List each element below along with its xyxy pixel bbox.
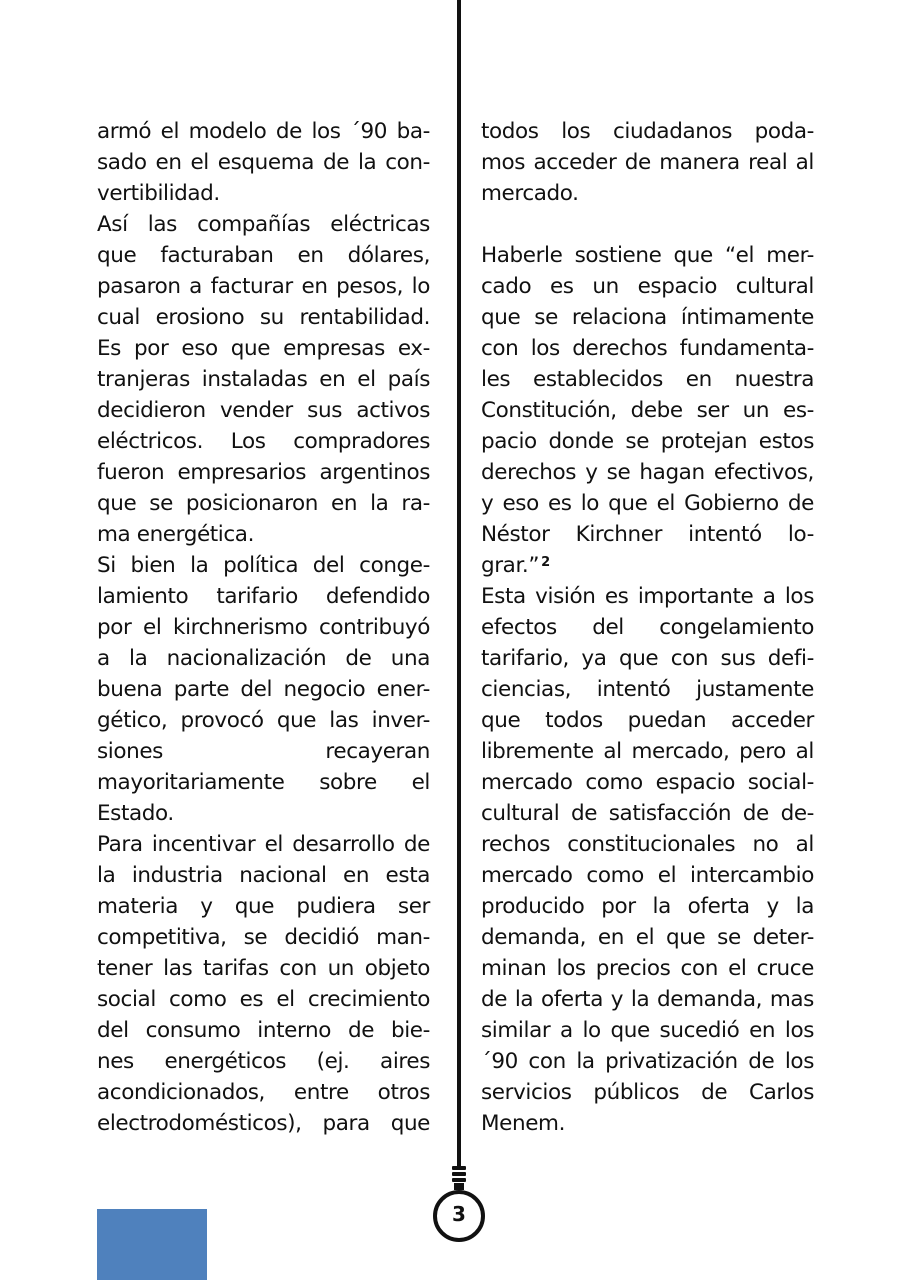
- text-line: [97, 736, 430, 767]
- text-line: [481, 767, 814, 798]
- text-line-content: Haberle sostiene que “el mer-: [481, 243, 814, 268]
- text-line-content: pasaron a facturar en pesos, lo: [97, 274, 430, 299]
- blank-line: [481, 209, 814, 240]
- text-line-content: competitiva, se decidió man-: [97, 925, 430, 950]
- text-line: [481, 364, 814, 395]
- text-line: [481, 860, 814, 891]
- text-line-content: a la nacionalización de una: [97, 646, 430, 671]
- text-line-content: Es por eso que empresas ex-: [97, 336, 430, 361]
- text-line: [97, 674, 430, 705]
- text-line: [481, 581, 814, 612]
- text-line: [97, 1015, 430, 1046]
- text-line-content: la industria nacional en esta: [97, 863, 430, 888]
- text-line: [97, 457, 430, 488]
- text-line-content: tranjeras instaladas en el país: [97, 367, 430, 392]
- text-line-content: mos acceder de manera real al: [481, 150, 814, 175]
- blue-accent-block: [97, 1209, 207, 1280]
- text-line: [97, 395, 430, 426]
- text-line-content: cultural de satisfacción de de-: [481, 801, 814, 826]
- footnote-marker: 2: [541, 555, 550, 570]
- text-line-content: Esta visión es importante a los: [481, 584, 814, 609]
- text-line: [481, 395, 814, 426]
- text-line: [481, 333, 814, 364]
- text-line: [481, 643, 814, 674]
- text-line-content: tarifario, ya que con sus defi-: [481, 646, 814, 671]
- text-line: [97, 147, 430, 178]
- text-line: [481, 116, 814, 147]
- text-line-content: mercado.: [481, 181, 579, 206]
- text-line-content: por el kirchnerismo contribuyó: [97, 615, 430, 640]
- text-line: [481, 519, 814, 550]
- text-line: [481, 1108, 814, 1139]
- text-line-content: todos los ciudadanos poda-: [481, 119, 814, 144]
- text-line-content: similar a lo que sucedió en los: [481, 1018, 814, 1043]
- text-line: [97, 891, 430, 922]
- text-line-content: tener las tarifas con un objeto: [97, 956, 430, 981]
- text-line: [481, 426, 814, 457]
- right-text-column: [481, 116, 814, 1139]
- text-line-content: lamiento tarifario defendido: [97, 584, 430, 609]
- text-line: [481, 271, 814, 302]
- text-line-content: rechos constitucionales no al: [481, 832, 814, 857]
- text-line-content: ´90 con la privatización de los: [481, 1049, 814, 1074]
- text-line: [97, 1077, 430, 1108]
- text-line: [97, 581, 430, 612]
- text-line-content: decidieron vender sus activos: [97, 398, 430, 423]
- text-line: [481, 1077, 814, 1108]
- text-line: [481, 178, 814, 209]
- text-line-content: cual erosiono su rentabilidad.: [97, 305, 430, 330]
- text-line-content: que todos puedan acceder: [481, 708, 814, 733]
- text-line-content: grar.”: [481, 553, 540, 578]
- text-line-content: siones recayeran: [97, 739, 430, 764]
- text-line-content: mercado como espacio social-: [481, 770, 814, 795]
- text-line-content: que facturaban en dólares,: [97, 243, 430, 268]
- text-line-content: Si bien la política del conge-: [97, 553, 430, 578]
- text-line: [481, 984, 814, 1015]
- text-line: [481, 612, 814, 643]
- text-line-content: acondicionados, entre otros: [97, 1080, 430, 1105]
- left-text-column: [97, 116, 430, 1139]
- text-line-content: sado en el esquema de la con-: [97, 150, 430, 175]
- text-line: [97, 829, 430, 860]
- text-line-content: nes energéticos (ej. aires: [97, 1049, 430, 1074]
- text-line-content: de la oferta y la demanda, mas: [481, 987, 814, 1012]
- text-line: [97, 1046, 430, 1077]
- text-line-content: producido por la oferta y la: [481, 894, 814, 919]
- text-line-content: vertibilidad.: [97, 181, 220, 206]
- text-line: [481, 922, 814, 953]
- text-line: [97, 488, 430, 519]
- text-line: [481, 829, 814, 860]
- text-line-content: gético, provocó que las inver-: [97, 708, 430, 733]
- text-line: [97, 240, 430, 271]
- text-line-content: y eso es lo que el Gobierno de: [481, 491, 814, 516]
- text-line: [481, 488, 814, 519]
- text-line: [481, 1015, 814, 1046]
- text-line: [97, 798, 430, 829]
- text-line-content: Menem.: [481, 1111, 566, 1136]
- text-line: [97, 271, 430, 302]
- text-line: [481, 550, 814, 581]
- text-line-content: ciencias, intentó justamente: [481, 677, 814, 702]
- text-line: [481, 1046, 814, 1077]
- text-line: [481, 240, 814, 271]
- text-line: [97, 953, 430, 984]
- text-line-content: que se relaciona íntimamente: [481, 305, 814, 330]
- text-line: [97, 1108, 430, 1139]
- text-line-content: Néstor Kirchner intentó lo-: [481, 522, 814, 547]
- text-line: [481, 736, 814, 767]
- text-line: [481, 457, 814, 488]
- text-line-content: minan los precios con el cruce: [481, 956, 814, 981]
- center-divider-line: [457, 0, 461, 1170]
- text-line-content: ma energética.: [97, 522, 255, 547]
- text-line-content: pacio donde se protejan estos: [481, 429, 814, 454]
- text-line: [97, 922, 430, 953]
- text-line: [481, 302, 814, 333]
- text-line-content: Estado.: [97, 801, 174, 826]
- text-line: [97, 333, 430, 364]
- text-line: [97, 209, 430, 240]
- text-line-content: efectos del congelamiento: [481, 615, 814, 640]
- text-line: [481, 953, 814, 984]
- text-line-content: materia y que pudiera ser: [97, 894, 430, 919]
- text-line: [97, 550, 430, 581]
- text-line-content: fueron empresarios argentinos: [97, 460, 430, 485]
- text-line-content: Constitución, debe ser un es-: [481, 398, 814, 423]
- text-line-content: mayoritariamente sobre el: [97, 770, 430, 795]
- text-line-content: electrodomésticos), para que: [97, 1111, 430, 1136]
- text-line: [97, 116, 430, 147]
- text-line: [97, 705, 430, 736]
- text-line: [97, 767, 430, 798]
- text-line: [97, 178, 430, 209]
- page-number: 3: [452, 1202, 466, 1226]
- text-line: [481, 674, 814, 705]
- text-line: [97, 860, 430, 891]
- text-line-content: eléctricos. Los compradores: [97, 429, 430, 454]
- text-line-content: mercado como el intercambio: [481, 863, 814, 888]
- text-line-content: libremente al mercado, pero al: [481, 739, 814, 764]
- text-line: [97, 643, 430, 674]
- text-line-content: les establecidos en nuestra: [481, 367, 814, 392]
- text-line: [481, 147, 814, 178]
- text-line: [481, 705, 814, 736]
- text-line-content: demanda, en el que se deter-: [481, 925, 814, 950]
- text-line-content: con los derechos fundamenta-: [481, 336, 814, 361]
- text-line-content: cado es un espacio cultural: [481, 274, 814, 299]
- text-line-content: social como es el crecimiento: [97, 987, 430, 1012]
- text-line-content: derechos y se hagan efectivos,: [481, 460, 814, 485]
- text-line: [97, 426, 430, 457]
- text-line-content: del consumo interno de bie-: [97, 1018, 430, 1043]
- text-line-content: armó el modelo de los ´90 ba-: [97, 119, 430, 144]
- text-line-content: que se posicionaron en la ra-: [97, 491, 430, 516]
- text-line: [97, 302, 430, 333]
- text-line: [481, 891, 814, 922]
- text-line: [481, 798, 814, 829]
- text-line: [97, 612, 430, 643]
- text-line-content: servicios públicos de Carlos: [481, 1080, 814, 1105]
- text-line: [97, 519, 430, 550]
- text-line: [97, 364, 430, 395]
- text-line-content: Para incentivar el desarrollo de: [97, 832, 430, 857]
- text-line: [97, 984, 430, 1015]
- text-line-content: buena parte del negocio ener-: [97, 677, 430, 702]
- text-line-content: Así las compañías eléctricas: [97, 212, 430, 237]
